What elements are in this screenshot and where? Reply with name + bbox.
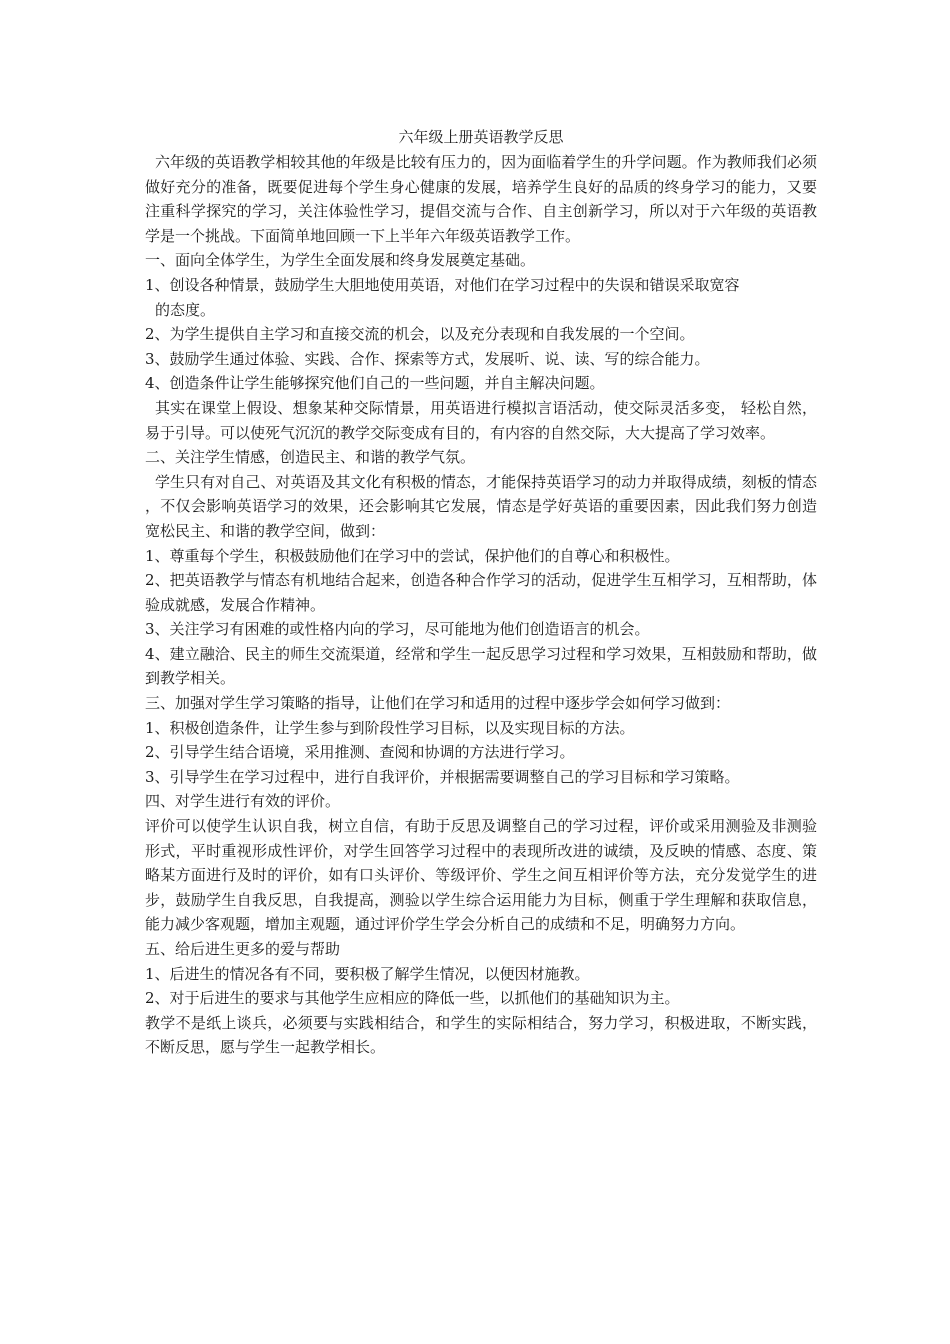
paragraph: 的态度。: [155, 300, 216, 319]
paragraph: 二、关注学生情感，创造民主、和谐的教学气氛。: [145, 448, 476, 467]
paragraph: 2、为学生提供自主学习和直接交流的机会，以及充分表现和自我发展的一个空间。: [145, 325, 695, 344]
paragraph: 4、创造条件让学生能够探究他们自己的一些问题，并自主解决问题。: [145, 374, 605, 393]
paragraph: 1、积极创造条件，让学生参与到阶段性学习目标，以及实现目标的方法。: [145, 718, 635, 737]
paragraph: 2、对于后进生的要求与其他学生应相应的降低一些，以抓他们的基础知识为主。: [145, 989, 680, 1008]
paragraph: 三、加强对学生学习策略的指导，让他们在学习和适用的过程中逐步学会如何学习做到：: [145, 694, 731, 713]
paragraph: 1、后进生的情况各有不同，要积极了解学生情况，以便因材施教。: [145, 964, 590, 983]
paragraph: 3、关注学习有困难的或性格内向的学习，尽可能地为他们创造语言的机会。: [145, 620, 650, 639]
paragraph: 评价可以使学生认识自我，树立自信，有助于反思及调整自己的学习过程，评价或采用测验及非测验形式，平时重视形成性评价，对学生回答学习过程中的表现所改进的诚绩，及反映的情感、态度、策略某方面进行及时的评价，如有口头评价、等级评价、学生之间互相评价等方法，充分发觉学生的进步，鼓励学生自我反思，自我提高，测验以学生综合运用能力为目标，侧重于学生理解和获取信息，能力减少客观题，增加主观题，通过评价学生学会分析自己的成绩和不足，明确努力方向。: [145, 817, 817, 934]
paragraph: 1、创设各种情景，鼓励学生大胆地使用英语，对他们在学习过程中的失误和错误采取宽容: [145, 275, 740, 294]
paragraph: 六年级的英语教学相较其他的年级是比较有压力的，因为面临着学生的升学问题。作为教师我们必须做好充分的准备，既要促进每个学生身心健康的发展，培养学生良好的品质的终身学习的能力，又要注重科学探究的学习，关注体验性学习，提倡交流与合作、自主创新学习，所以对于六年级的英语教学是一个挑战。下面简单地回顾一下上半年六年级英语教学工作。: [145, 153, 817, 245]
paragraph: 五、给后进生更多的爱与帮助: [145, 940, 341, 958]
paragraph: 其实在课堂上假设、想象某种交际情景，用英语进行模拟言语活动，使交际灵活多变， 轻松自然，易于引导。可以使死气沉沉的教学交际变成有目的，有内容的自然交际，大大提高了学习效率。: [145, 398, 817, 442]
document-body: [145, 150, 817, 1060]
paragraph: 2、把英语教学与情态有机地结合起来，创造各种合作学习的活动，促进学生互相学习，互相帮助，体验成就感，发展合作精神。: [145, 571, 817, 614]
paragraph: 四、对学生进行有效的评价。: [145, 792, 341, 811]
paragraph: 3、引导学生在学习过程中，进行自我评价，并根据需要调整自己的学习目标和学习策略。: [145, 767, 740, 786]
paragraph: 1、尊重每个学生，积极鼓励他们在学习中的尝试，保护他们的自尊心和积极性。: [145, 546, 680, 565]
paragraph: 教学不是纸上谈兵，必须要与实践相结合，和学生的实际相结合，努力学习，积极进取，不断实践，不断反思，愿与学生一起教学相长。: [145, 1013, 817, 1057]
document-title: 六年级上册英语教学反思: [398, 128, 564, 146]
paragraph: 4、建立融洽、民主的师生交流渠道，经常和学生一起反思学习过程和学习效果，互相鼓励和帮助，做到教学相关。: [145, 644, 817, 688]
paragraph: 学生只有对自己、对英语及其文化有积极的情态，才能保持英语学习的动力并取得成绩，刻板的情态，不仅会影响英语学习的效果，还会影响其它发展，情态是学好英语的重要因素，因此我们努力创造宽松民主、和谐的教学空间，做到：: [145, 472, 817, 540]
document-page: [145, 126, 817, 1060]
paragraph: 一、面向全体学生，为学生全面发展和终身发展奠定基础。: [145, 251, 536, 270]
paragraph: 2、引导学生结合语境，采用推测、查阅和协调的方法进行学习。: [145, 743, 575, 762]
paragraph: 3、鼓励学生通过体验、实践、合作、探索等方式，发展听、说、读、写的综合能力。: [145, 349, 710, 368]
